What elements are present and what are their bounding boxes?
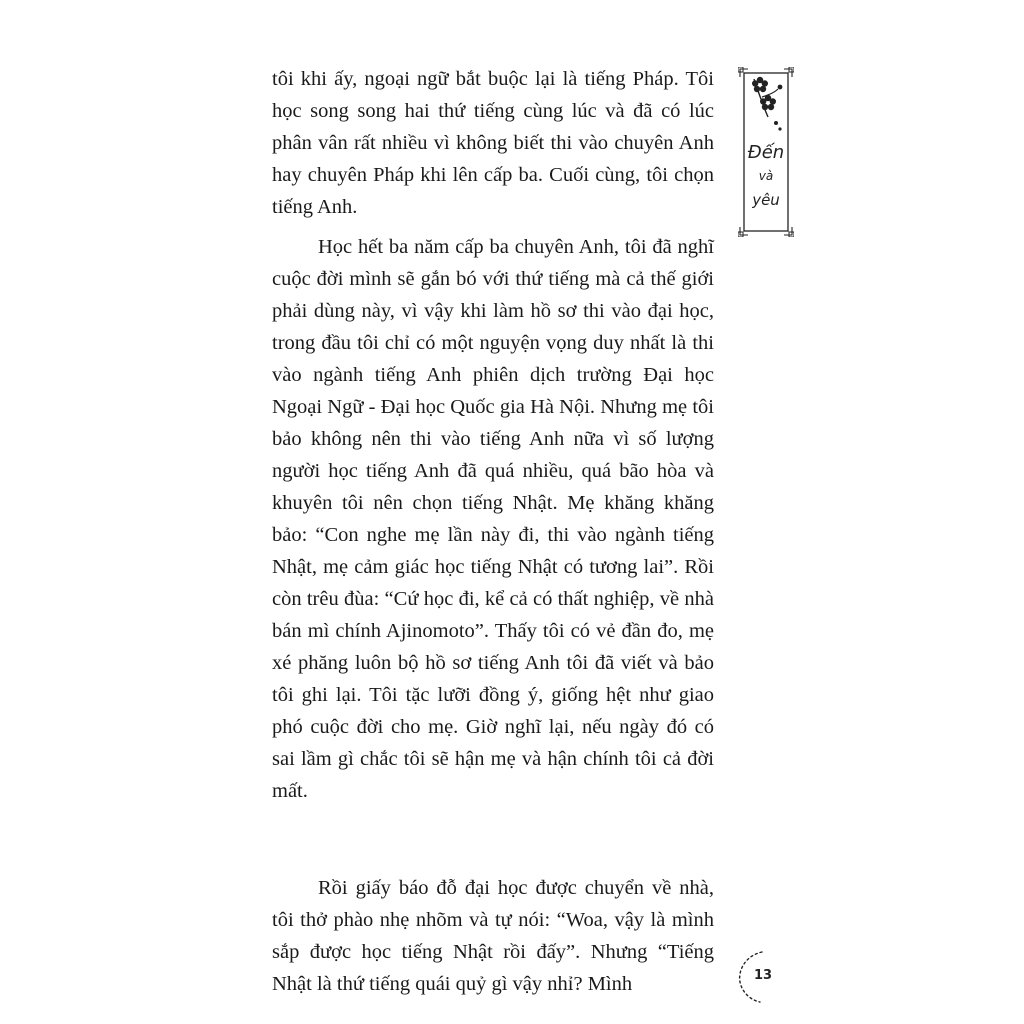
paragraph-1: tôi khi ấy, ngoại ngữ bắt buộc lại là tiếng Pháp. Tôi học song song hai thứ tiếng cùng lúc và đã có lúc phân vân rất nhiều vì không biết thi vào chuyên Anh hay chuyên Pháp khi lên cấp ba. Cuối cùng, tôi chọn tiếng Anh.: [272, 68, 714, 218]
paragraph-3: Rồi giấy báo đỗ đại học được chuyển về nhà, tôi thở phào nhẹ nhõm và tự nói: “Woa, vậy là mình sắp được học tiếng Nhật rồi đấy”. Nhưng “Tiếng Nhật là thứ tiếng quái quỷ gì vậy nhỉ? Mình: [272, 877, 714, 995]
paragraph-2: Học hết ba năm cấp ba chuyên Anh, tôi đã nghĩ cuộc đời mình sẽ gắn bó với thứ tiếng mà cả thế giới phải dùng này, vì vậy khi làm hồ sơ thi vào đại học, trong đầu tôi chỉ có một nguyện vọng duy nhất là thi vào ngành tiếng Anh phiên dịch trường Đại học Ngoại Ngữ - Đại học Quốc gia Hà Nội. Nhưng mẹ tôi bảo không nên thi vào tiếng Anh nữa vì số lượng người học tiếng Anh đã quá nhiều, quá bão hòa và khuyên tôi nên chọn tiếng Nhật. Mẹ khăng khăng bảo: “Con nghe mẹ lần này đi, thi vào ngành tiếng Nhật, mẹ cảm giác học tiếng Nhật có tương lai”. Rồi còn trêu đùa: “Cứ học đi, kể cả có thất nghiệp, về nhà bán mì chính Ajinomoto”. Thấy tôi có vẻ đần đo, mẹ xé phăng luôn bộ hồ sơ tiếng Anh tôi đã viết và bảo tôi ghi lại. Tôi tặc lưỡi đồng ý, giống hệt như giao phó cuộc đời cho mẹ. Giờ nghĩ lại, nếu ngày đó có sai lầm gì chắc tôi sẽ hận mẹ và hận chính tôi cả đời mất.: [272, 236, 714, 802]
chapter-tab-line-3: yêu: [752, 191, 780, 209]
chapter-tab-line-2: và: [758, 169, 774, 183]
paragraph-3-block: [272, 872, 714, 1000]
paragraph-1-block: [272, 63, 714, 223]
paragraph-2-block: [272, 231, 714, 807]
page-number: 13: [754, 968, 773, 983]
chapter-tab: [738, 67, 794, 237]
page-number-block: [734, 946, 784, 1006]
blossom-icon: [752, 77, 782, 131]
chapter-tab-line-1: Đến: [747, 142, 785, 163]
